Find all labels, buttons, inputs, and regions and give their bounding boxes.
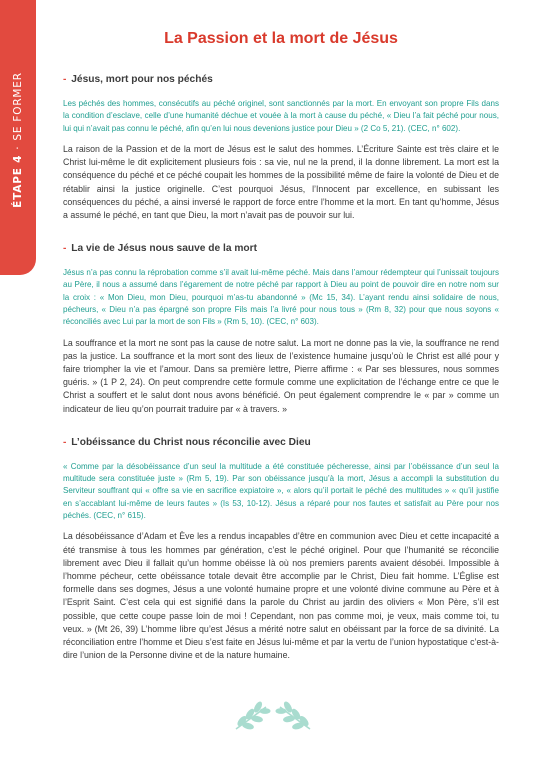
sidebar-tab <box>0 0 36 275</box>
section-heading <box>63 243 499 254</box>
section-body: La désobéissance d’Adam et Ève les a rendus incapables d’être en communion avec Dieu et cette incapacité a été transmise à tous les hommes par génération, c’est le péché originel. Pour que l’humanité se réconcilie librement avec Dieu il fallait qu’un homme obéisse là où nos premiers parents avaient désobéi. Impossible à l’homme pécheur, cette obéissance totale devait être accomplie par le Christ, Dieu fait homme. L’Église est formelle dans ses dogmes, Jésus a une volonté humaine propre et une volonté divine commune au Père et à l’Esprit Saint. C’est cela qui est signifié dans la parole du Christ au jardin des oliviers « Mon Père, s’il est possible, que cette coupe passe loin de moi ! Cependant, non pas comme moi, je veux, mais comme toi, tu veux. » (Mt 26, 39) L’homme libre qu’est Jésus a mérité notre salut en obéissant par la force de sa divinité. La réconciliation entre l’homme et Dieu s’est faite en Jésus lui-même et par la vertu de l’union hypostatique c’est-à-dire l’union de la Personne divine et de la nature humaine. <box>63 531 499 661</box>
section-heading <box>63 74 499 85</box>
section-heading-text: Jésus, mort pour nos péchés <box>71 74 213 85</box>
section-life-saves <box>63 243 499 416</box>
section-body: La raison de la Passion et de la mort de Jésus est le salut des hommes. L’Écriture Sainte est très claire et le Christ lui-même le dit explicitement plusieurs fois : sa vie, nul ne la prend, il la donne librement. La mort est la conséquence du péché et ce péché coupait les hommes de la possibilité même de faire la volonté de Dieu et de rétablir ainsi la justice originelle. C’est pourquoi Jésus, l’Innocent par excellence, en subissant les conséquences du péché, a ainsi inversé le rapport de force entre l’homme et la mort. En tant qu’homme, Jésus a assumé le péché, en tant que Dieu, la mort n’avait pas de pouvoir sur lui. <box>63 143 499 220</box>
section-body: La souffrance et la mort ne sont pas la cause de notre salut. La mort ne donne pas la vie, la souffrance ne rend pas la justice. La souffrance et la mort sont des lieux de l’existence humaine jusqu’où le Christ est allé pour y faire triompher la vie et l’amour. Dans sa première lettre, Pierre affirme : « Par ses blessures, nous sommes guéris. » (1 P 2, 24). On peut comprendre cette formule comme une explicitation de l’échange entre ce que le Christ a souffert et le salut dont nous avons bénéficié. On peut également comprendre le « par » comme un indicateur de lieu qu’on pourrait traduire par « à travers. » <box>63 337 499 414</box>
catechism-quote: Les péchés des hommes, consécutifs au péché originel, sont sanctionnés par la mort. En envoyant son propre Fils dans la condition d’esclave, celle d’une humanité déchue et vouée à la mort à cause du péché, « Dieu l’a fait péché pour nous, lui qui n’avait pas connu le péché, afin qu’en lui nous devenions justice pour Dieu » (2 Co 5, 21). (CEC, n° 602). <box>63 99 499 133</box>
step-number: ÉTAPE 4 <box>12 154 24 208</box>
catechism-quote: Jésus n’a pas connu la réprobation comme s’il avait lui-même péché. Mais dans l’amour rédempteur qui l’unissait toujours au Père, il nous a assumé dans l’égarement de notre péché par rapport à Dieu au point de pouvoir dire en notre nom sur la croix : « Mon Dieu, mon Dieu, pourquoi m’as-tu abandonné » (Mc 15, 34). L’ayant rendu ainsi solidaire de nous, pécheurs, « Dieu n’a pas épargné son propre Fils mais l’a livré pour nous tous » (Rm 8, 32) pour que nous soyons « réconciliés avec Lui par la mort de son Fils » (Rm 5, 10). (CEC, n° 603). <box>63 268 499 327</box>
step-title: SE FORMER <box>12 72 24 141</box>
laurel-branches-icon <box>230 693 316 735</box>
page-title: La Passion et la mort de Jésus <box>164 30 398 47</box>
section-obedience <box>63 437 499 663</box>
catechism-quote: « Comme par la désobéissance d’un seul la multitude a été constituée pécheresse, ainsi par l’obéissance d’un seul la multitude sera constituée juste » (Rm 5, 19). Par son obéissance jusqu’à la mort, Jésus a accompli la substitution du Serviteur souffrant qui « offre sa vie en sacrifice expiatoire », « alors qu’il portait le péché des multitudes » « qu’il justifie en s’accablant lui-même de leurs fautes » (Is 53, 10-12). Jésus a réparé pour nos fautes et satisfait au Père pour nos péchés. (CEC, n° 615). <box>63 461 499 520</box>
section-heading-text: L’obéissance du Christ nous réconcilie avec Dieu <box>71 436 311 448</box>
sidebar-label <box>12 72 24 208</box>
heading-dash-icon: - <box>63 74 67 85</box>
heading-dash-icon: - <box>63 436 67 448</box>
section-death-for-sins <box>63 74 499 222</box>
step-separator: · <box>12 145 24 150</box>
page-content <box>63 30 499 683</box>
heading-dash-icon: - <box>63 243 67 255</box>
section-heading <box>63 437 499 448</box>
section-heading-text: La vie de Jésus nous sauve de la mort <box>71 243 257 255</box>
